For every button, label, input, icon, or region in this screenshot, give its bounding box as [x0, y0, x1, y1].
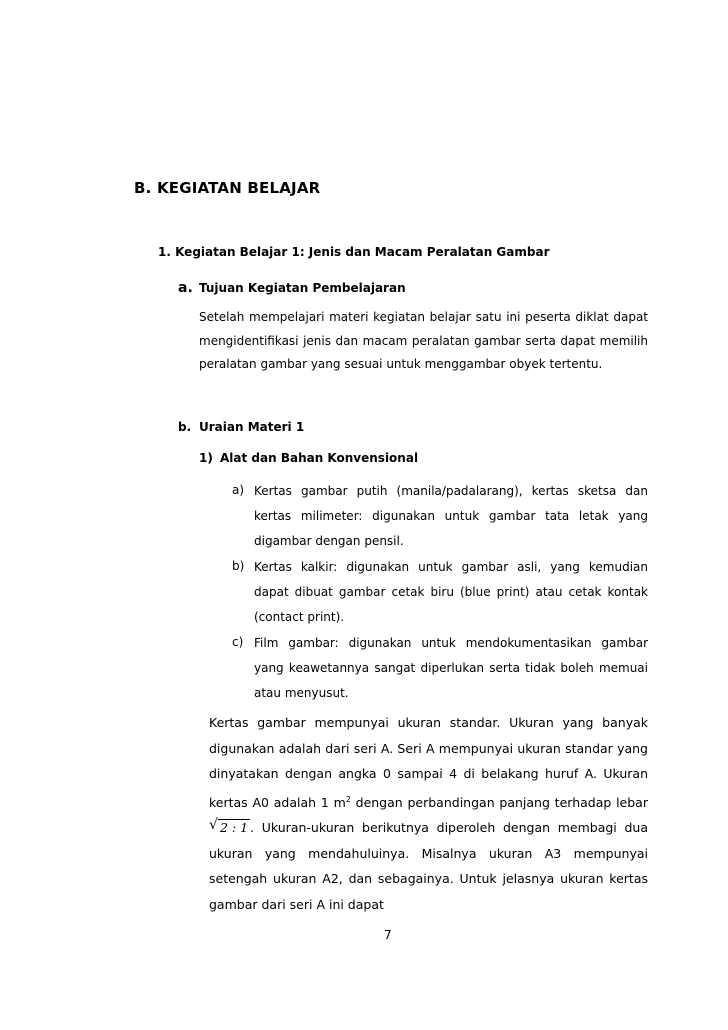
section-title: B. KEGIATAN BELAJAR	[134, 179, 321, 197]
subsection-a-text: Setelah mempelajari materi kegiatan belajar satu ini peserta diklat dapat mengidentifikasi jenis dan macam peralatan gambar serta dapat memilih peralatan gambar yang sesuai untuk menggambar obyek tertentu.	[199, 310, 648, 371]
list-item-text: Film gambar: digunakan untuk mendokumentasikan gambar yang keawetannya sangat diperlukan serta tidak boleh memuai atau menyusut.	[254, 636, 648, 700]
exponent: 2	[345, 794, 351, 804]
activity-heading: 1. Kegiatan Belajar 1: Jenis dan Macam Peralatan Gambar	[158, 245, 550, 259]
paragraph-part-1: Kertas gambar mempunyai ukuran standar. Ukuran yang banyak digunakan adalah dari seri A. Seri A mempunyai ukuran standar yang dinyatakan dengan angka 0 sampai 4 di belakang huruf A. Ukuran kertas A0 adalah 1 m	[209, 715, 648, 810]
subsection-b-letter: b.	[178, 420, 192, 434]
list-item	[232, 555, 648, 627]
radicand: 2 : 1	[220, 820, 249, 836]
list-item-text: Kertas gambar putih (manila/padalarang), kertas sketsa dan kertas milimeter: digunakan untuk gambar tata letak yang digambar dengan pensil.	[254, 484, 648, 548]
list-item	[232, 479, 648, 551]
paper-size-paragraph	[209, 710, 648, 917]
sub1-title: Alat dan Bahan Konvensional	[220, 451, 419, 465]
paragraph-part-2: dengan perbandingan panjang terhadap lebar	[350, 794, 648, 810]
sub1-label: 1)	[199, 451, 213, 465]
page-number: 7	[384, 928, 392, 942]
list-item-marker: c)	[232, 635, 244, 649]
subsection-a-title: Tujuan Kegiatan Pembelajaran	[199, 281, 406, 295]
list-item-marker: b)	[232, 559, 245, 573]
subsection-a-letter: a.	[178, 280, 193, 296]
radical-sign: √	[209, 817, 218, 834]
subsection-b-title: Uraian Materi 1	[199, 420, 305, 434]
list-item-marker: a)	[232, 483, 245, 497]
list-item	[232, 631, 648, 703]
list-item-text: Kertas kalkir: digunakan untuk gambar asli, yang kemudian dapat dibuat gambar cetak biru (blue print) atau cetak kontak (contact print).	[254, 560, 648, 624]
paragraph-part-3: . Ukuran-ukuran berikutnya diperoleh dengan membagi dua ukuran yang mendahuluinya. Misalnya ukuran A3 mempunyai setengah ukuran A2, dan sebagainya. Untuk jelasnya ukuran kertas gambar dari seri A ini dapat	[209, 820, 648, 912]
subsection-a-label	[178, 280, 193, 296]
sqrt-expression	[209, 815, 250, 841]
